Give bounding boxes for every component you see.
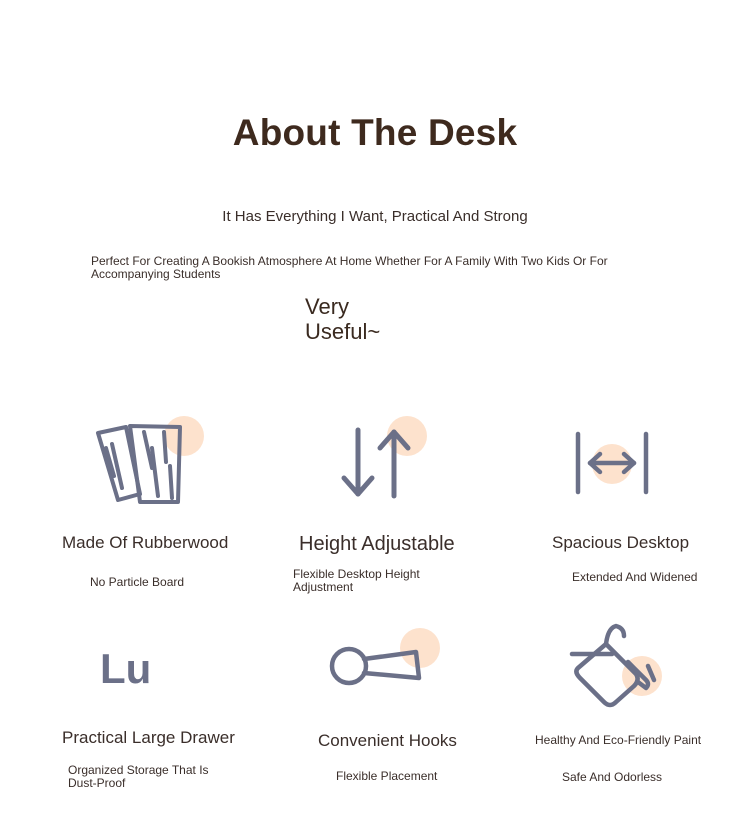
- up-down-arrows-icon: [336, 424, 416, 504]
- drawer-lu-icon: Lu: [100, 645, 152, 692]
- feature-subtitle: Organized Storage That Is Dust-Proof: [68, 763, 209, 790]
- page-description: Perfect For Creating A Bookish Atmosphere At Home Whether For A Family With Two Kids Or For Accompanying Students: [91, 254, 608, 281]
- feature-subtitle: No Particle Board: [90, 575, 185, 589]
- wood-planks-icon: [92, 418, 192, 508]
- feature-subtitle: Extended And Widened: [572, 570, 698, 584]
- feature-title: Spacious Desktop: [552, 533, 690, 552]
- feature-subtitle: Flexible Placement: [336, 769, 438, 783]
- feature-title: Convenient Hooks: [318, 731, 457, 750]
- page-title: About The Desk: [232, 112, 518, 153]
- feature-title: Made Of Rubberwood: [62, 533, 229, 552]
- page-subtitle: It Has Everything I Want, Practical And Strong: [222, 208, 528, 225]
- feature-title: Height Adjustable: [299, 533, 455, 555]
- feature-title: Practical Large Drawer: [62, 728, 235, 747]
- hook-icon: [326, 640, 426, 694]
- feature-title: Healthy And Eco-Friendly Paint: [535, 733, 702, 747]
- tagline-line-2: Useful~: [305, 319, 381, 344]
- width-expand-icon: [570, 428, 654, 498]
- tagline: [305, 294, 380, 344]
- tagline-line-1: Very: [305, 294, 350, 319]
- feature-subtitle: Safe And Odorless: [562, 770, 663, 784]
- paint-bucket-icon: [566, 622, 662, 712]
- feature-subtitle: Flexible Desktop Height Adjustment: [293, 567, 420, 594]
